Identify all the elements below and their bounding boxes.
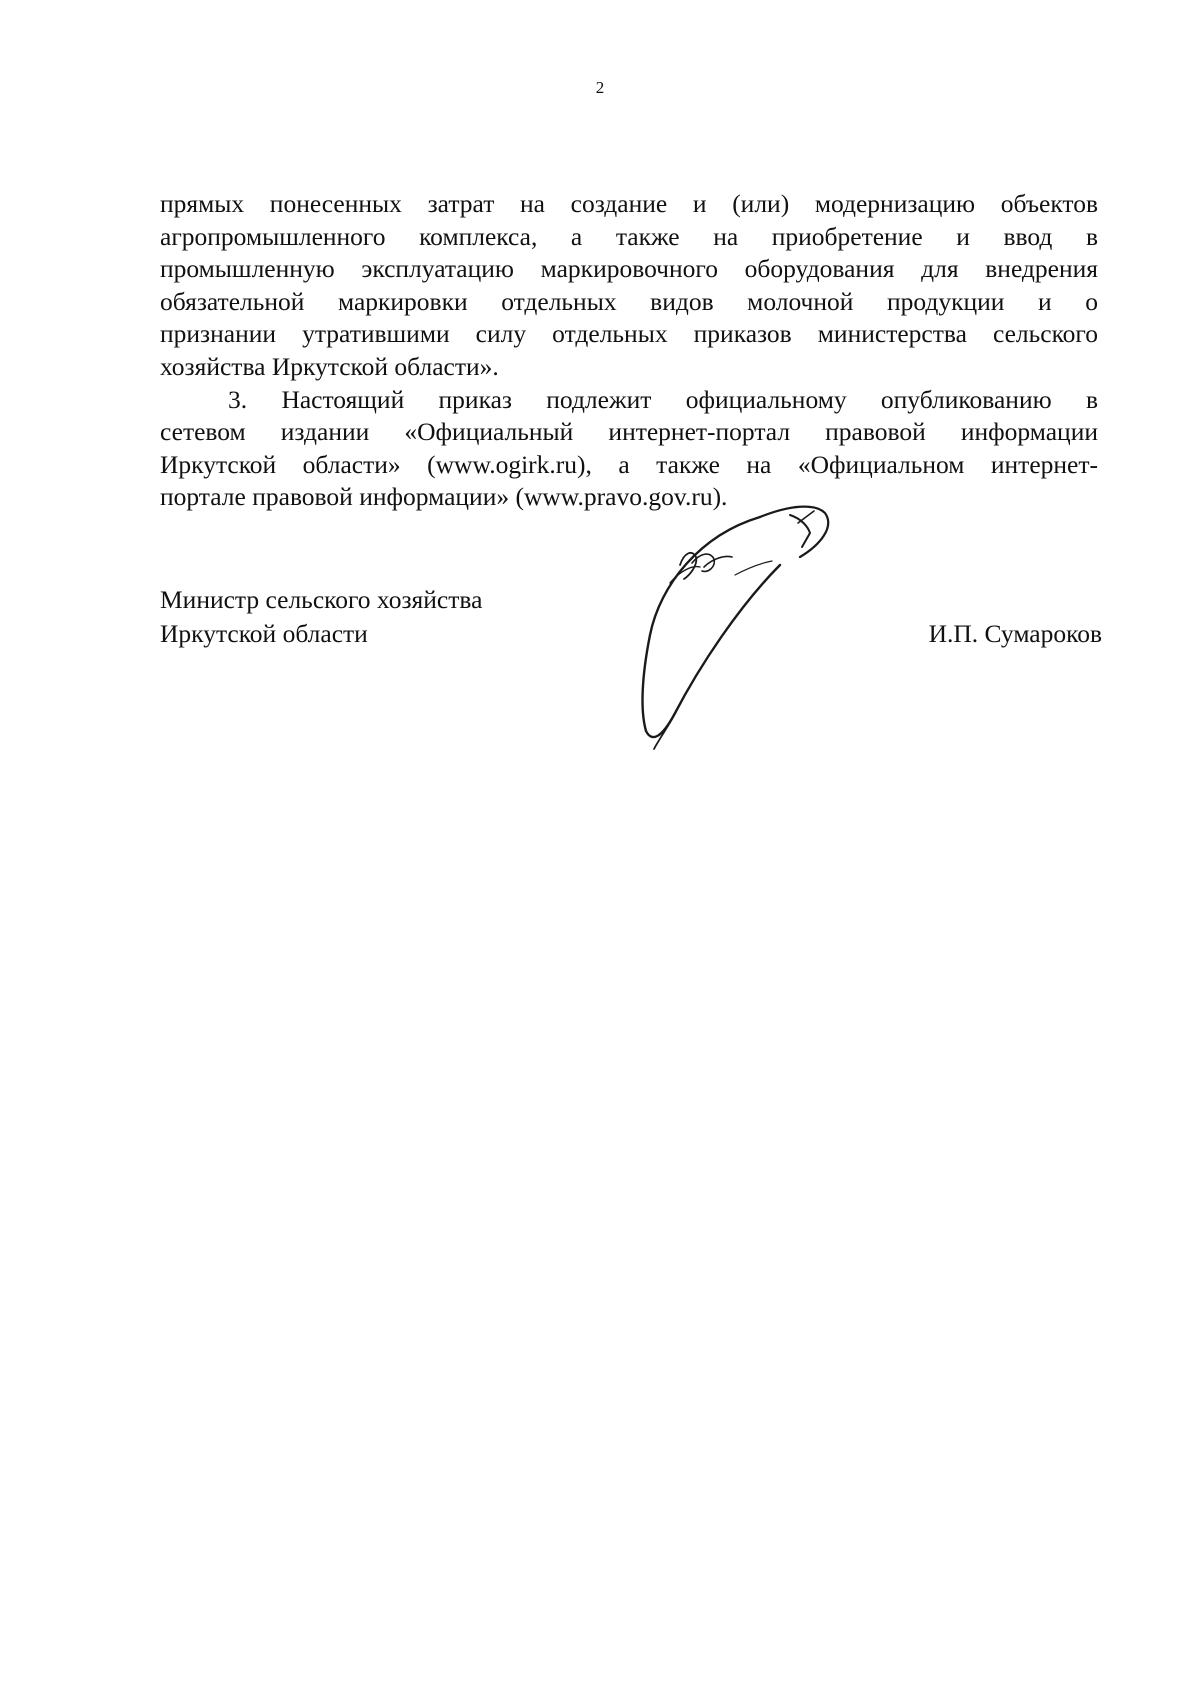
text-line: обязательной маркировки отдельных видов молочной продукции и о	[160, 286, 1098, 316]
text-line: прямых понесенных затрат на создание и (или) модернизацию объектов	[160, 189, 1098, 218]
document-body	[160, 188, 1098, 514]
text-line: сетевом издании «Официальный интернет-портал правовой информации	[160, 417, 1098, 447]
signatory-position	[160, 583, 482, 651]
signatory-position-line: Иркутской области	[160, 619, 368, 648]
page-number: 2	[595, 78, 605, 97]
text-line: хозяйства Иркутской области».	[160, 351, 499, 381]
text-line: промышленную эксплуатацию маркировочного оборудования для внедрения	[160, 254, 1098, 284]
signatory-name: И.П. Сумароков	[928, 619, 1102, 648]
text-line: Иркутской области» (www.ogirk.ru), а также на «Официальном интернет-	[160, 449, 1098, 479]
text-line: портале правовой информации» (www.pravo.gov.ru).	[160, 482, 728, 512]
text-line: 3. Настоящий приказ подлежит официальному опубликованию в	[228, 384, 1098, 414]
text-line: признании утратившими силу отдельных приказов министерства сельского	[160, 319, 1098, 349]
text-line: агропромышленного комплекса, а также на приобретение и ввод в	[160, 221, 1098, 251]
signatory-position-line: Министр сельского хозяйства	[160, 585, 483, 614]
handwritten-signature-icon	[640, 505, 880, 750]
